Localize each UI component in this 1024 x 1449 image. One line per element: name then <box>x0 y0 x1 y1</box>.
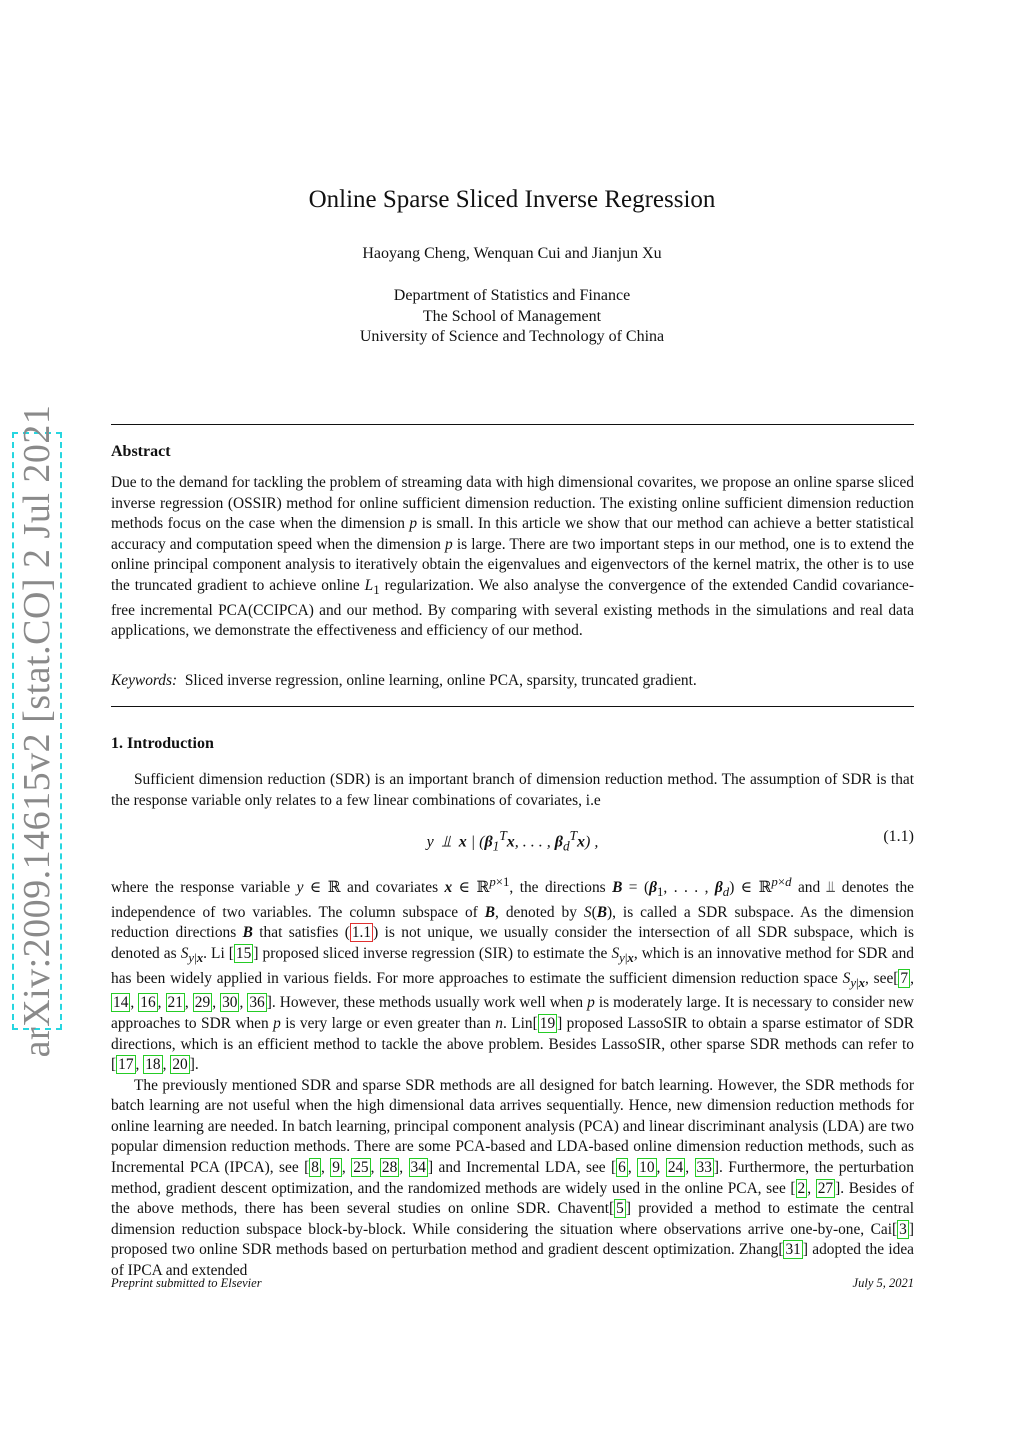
equation-number: (1.1) <box>883 828 914 845</box>
section-heading-introduction: 1. Introduction <box>111 735 214 752</box>
intro-p3-text: The previously mentioned SDR and sparse SDR methods are all designed for batch learning. However, the SDR methods for batch learning are not useful when the high dimensional data arrives sequentially. Hence, new dimension reduction methods for online learning are needed. In batch learning, principal component analysis (PCA) and linear discriminant analysis (LDA) are two popular dimension reduction methods. There are some PCA-based and LDA-based online dimension reduction methods, such as Incremental PCA (IPCA), see [ 8 , 9 , 25 , 28 , 34 ] and Incremental LDA, see [ 6 , 10 , 24 , 33 ]. Furthermore, the perturbation method, gradient descent optimization, and the randomized methods are widely used in the online PCA, see [ 2 , 27 ]. Besides of the above methods, there has been several studies on online SDR. Chavent[ 5 ] provided a method to estimate the central dimension reduction subspace block-by-block. While considering the situation where observations arrive one-by-one, Cai[ 3 ] proposed two online SDR methods based on perturbation method and gradient descent optimization. Zhang[ 31 ] adopted the idea of IPCA and extended <box>111 1076 915 1280</box>
citation-link[interactable]: 27 <box>817 1179 834 1197</box>
abstract-heading: Abstract <box>111 443 171 460</box>
arxiv-stamp <box>12 404 62 1058</box>
citation-link[interactable]: 31 <box>785 1241 801 1259</box>
abstract-bottom-rule <box>111 706 914 707</box>
abstract-text: Due to the demand for tackling the problem of streaming data with high dimensional covarites, we propose an online sparse sliced inverse regression (OSSIR) method for online sufficient dimension reduction. The existing online sufficient dimension reduction methods focus on the case when the dimension p is small. In this article we show that our method can achieve a better statistical accuracy and computation speed when the dimension p is large. There are two important steps in our method, one is to extend the online principal component analysis to iteratively obtain the eigenvalues and eigenvectors of the kernel matrix, the other is to use the truncated gradient to achieve online $L_1$ regularization. We also analyse the convergence of the extended Candid covariance-free incremental PCA(CCIPCA) and our method. By comparing with several existing methods in the simulations and real data applications, we demonstrate the effectiveness and efficiency of our method. <box>111 474 915 640</box>
citation-link[interactable]: 17 <box>118 1056 134 1074</box>
footer-right: July 5, 2021 <box>852 1276 914 1290</box>
citation-link[interactable]: 28 <box>381 1159 398 1177</box>
footer-left: Preprint submitted to Elsevier <box>111 1276 262 1290</box>
affiliation-dept: Department of Statistics and Finance <box>393 287 631 304</box>
citation-link[interactable]: 33 <box>696 1159 712 1177</box>
affiliation-school: The School of Management <box>422 307 602 325</box>
citation-link[interactable]: 15 <box>235 944 252 962</box>
abstract-top-rule <box>111 424 914 425</box>
citation-link[interactable]: 3 <box>899 1220 907 1238</box>
citation-link[interactable]: 8 <box>311 1159 319 1177</box>
equation-body: y ⫫ x | ($\beta_1^Tx$, . . . , $\beta_d^Tx$) , <box>426 828 599 854</box>
citation-link[interactable]: 14 <box>113 994 129 1012</box>
author-list: Haoyang Cheng, Wenquan Cui and Jianjun Xu <box>362 245 662 262</box>
citation-link[interactable]: 16 <box>140 994 156 1012</box>
citation-link[interactable]: 9 <box>332 1159 340 1177</box>
citation-link[interactable]: 10 <box>639 1159 655 1177</box>
citation-link[interactable]: 29 <box>194 994 211 1012</box>
arxiv-stamp-text: arXiv:2009.14615v2 [stat.CO] 2 Jul 2021 <box>12 432 62 1030</box>
citation-link[interactable]: 6 <box>618 1159 626 1177</box>
citation-link[interactable]: 18 <box>145 1056 161 1074</box>
citation-link[interactable]: 36 <box>249 994 265 1012</box>
abstract-body <box>111 473 914 642</box>
keywords <box>111 672 914 690</box>
citation-link[interactable]: 7 <box>900 969 909 987</box>
citation-link[interactable]: 24 <box>667 1159 684 1177</box>
citation-link[interactable]: 34 <box>410 1159 426 1177</box>
keywords-text: Sliced inverse regression, online learning, online PCA, sparsity, truncated gradient. <box>184 672 697 689</box>
citation-link[interactable]: 2 <box>797 1179 806 1197</box>
citation-link[interactable]: 5 <box>616 1200 624 1218</box>
affiliation <box>0 286 1024 348</box>
intro-p1-text: Sufficient dimension reduction (SDR) is an important branch of dimension reduction method. The assumption of SDR is that the response variable only relates to a few linear combinations of covariates, i.e <box>111 771 914 809</box>
equation-1-1 <box>111 828 914 854</box>
keywords-label: Keywords: <box>111 672 178 689</box>
citation-link[interactable]: 20 <box>172 1056 188 1074</box>
citation-link[interactable]: 25 <box>353 1159 369 1177</box>
citation-link[interactable]: 19 <box>539 1014 556 1032</box>
equation-ref-link[interactable]: 1.1 <box>351 924 372 942</box>
intro-paragraph-2 <box>111 872 914 1282</box>
intro-p2-text: where the response variable y ∈ ℝ and covariates x ∈ ℝ$^{p\times 1}$, the directions $B = (\beta_1$, . . . , $\beta_d$) ∈ ℝ$^{p\times d}$ and ⫫ denotes the independence of two variables. The column subspace of B, denoted by S(B), is called a SDR subspace. As the dimension reduction directions B that satisfies ( 1.1 ) is not unique, we usually consider the intersection of all SDR subspace, which is denoted as $S_{y|x}$. Li [ 15 ] proposed sliced inverse regression (SIR) to estimate the $S_{y|x}$, which is an innovative method for SDR and has been widely applied in various fields. For more approaches to estimate the sufficient dimension reduction space $S_{y|x}$, see[ 7 , 14 , 16 , 21 , 29 , 30 , 36 ]. However, these methods usually work well when p is moderately large. It is necessary to consider new approaches to SDR when p is very large or even greater than n. Lin[ 19 ] proposed LassoSIR to obtain a sparse estimator of SDR directions, which is an efficient method to tackle the above problem. Besides LassoSIR, other sparse SDR methods can refer to [ 17 , 18 , 20 ]. <box>111 875 915 1074</box>
intro-paragraph-1 <box>111 770 914 811</box>
affiliation-university: University of Science and Technology of China <box>359 328 665 345</box>
citation-link[interactable]: 30 <box>222 994 238 1012</box>
citation-link[interactable]: 21 <box>167 994 183 1012</box>
paper-title: Online Sparse Sliced Inverse Regression <box>308 186 716 213</box>
